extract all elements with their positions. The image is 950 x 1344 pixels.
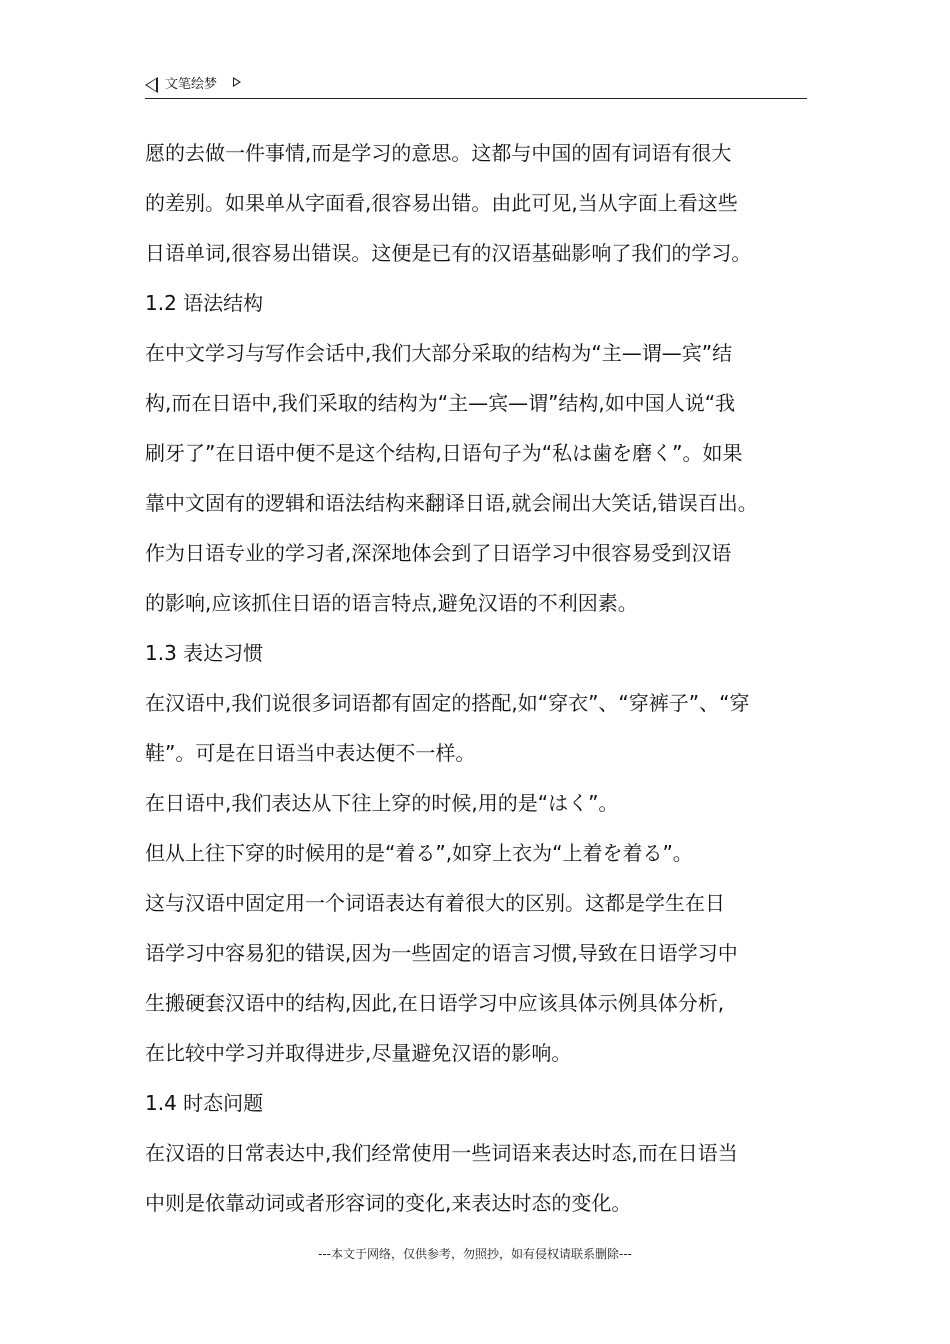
body-line: 构,而在日语中,我们采取的结构为“主—宾—谓”结构,如中国人说“我	[145, 391, 736, 415]
body-line: 靠中文固有的逻辑和语法结构来翻译日语,就会闹出大笑话,错误百出。	[145, 491, 758, 515]
body-line: 在汉语的日常表达中,我们经常使用一些词语来表达时态,而在日语当	[145, 1141, 738, 1165]
body-line: 在中文学习与写作会话中,我们大部分采取的结构为“主—谓—宾”结	[145, 341, 733, 365]
body-line: 刷牙了”在日语中便不是这个结构,日语句子为“私は歯を磨く”。如果	[145, 441, 743, 465]
body-line: 但从上往下穿的时候用的是“着る”,如穿上衣为“上着を着る”。	[145, 841, 693, 865]
body-line: 生搬硬套汉语中的结构,因此,在日语学习中应该具体示例具体分析,	[145, 991, 725, 1015]
page-footer: ---本文于网络，仅供参考，勿照抄，如有侵权请联系删除---	[318, 1247, 632, 1261]
triangle-right-icon	[233, 77, 241, 87]
body-line: 愿的去做一件事情,而是学习的意思。这都与中国的固有词语有很大	[145, 141, 732, 165]
body-line: 在汉语中,我们说很多词语都有固定的搭配,如“穿衣”、“穿裤子”、“穿	[145, 691, 750, 715]
body-line: 作为日语专业的学习者,深深地体会到了日语学习中很容易受到汉语	[145, 541, 732, 565]
section-heading-1-3: 1.3 表达习惯	[145, 641, 264, 665]
body-line: 在日语中,我们表达从下往上穿的时候,用的是“はく”。	[145, 791, 619, 815]
section-heading-1-4: 1.4 时态问题	[145, 1091, 264, 1115]
page-header	[145, 72, 807, 99]
section-heading-1-2: 1.2 语法结构	[145, 291, 264, 315]
body-line: 日语单词,很容易出错误。这便是已有的汉语基础影响了我们的学习。	[145, 241, 752, 265]
document-body	[145, 128, 815, 1228]
body-line: 在比较中学习并取得进步,尽量避免汉语的影响。	[145, 1041, 572, 1065]
body-line: 这与汉语中固定用一个词语表达有着很大的区别。这都是学生在日	[145, 891, 725, 915]
body-line: 语学习中容易犯的错误,因为一些固定的语言习惯,导致在日语学习中	[145, 941, 738, 965]
header-title: 文笔绘梦	[165, 77, 218, 92]
body-line: 的影响,应该抓住日语的语言特点,避免汉语的不利因素。	[145, 591, 638, 615]
triangle-left-icon	[145, 77, 158, 93]
body-line: 的差别。如果单从字面看,很容易出错。由此可见,当从字面上看这些	[145, 191, 738, 215]
body-line: 鞋”。可是在日语当中表达便不一样。	[145, 741, 476, 765]
body-line: 中则是依靠动词或者形容词的变化,来表达时态的变化。	[145, 1191, 632, 1215]
